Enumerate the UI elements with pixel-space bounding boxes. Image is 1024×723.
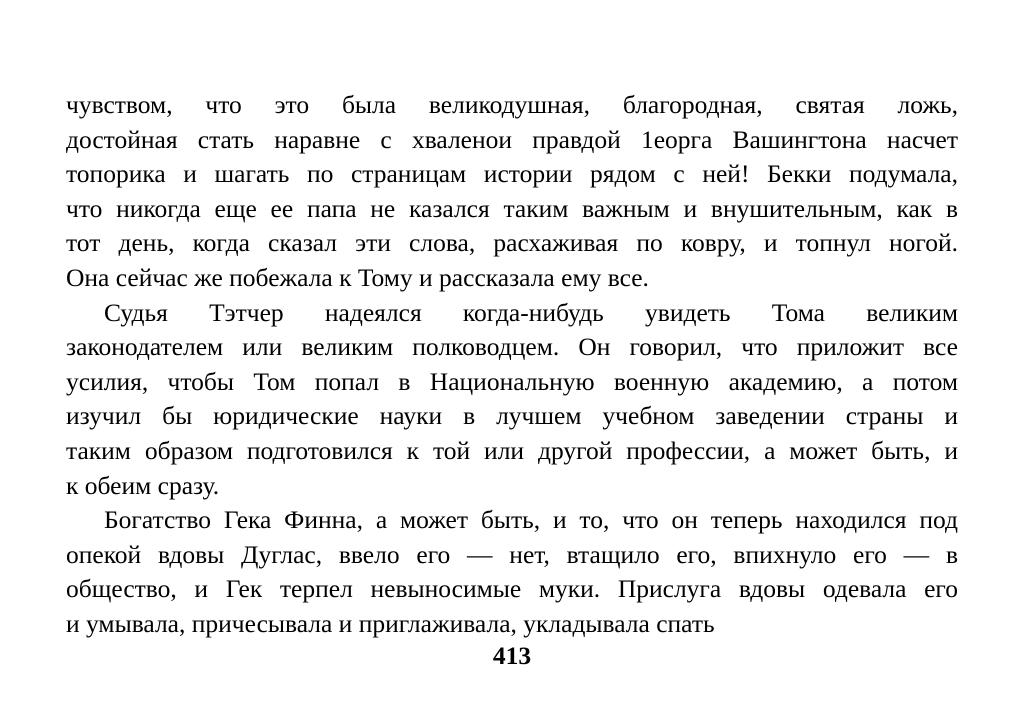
paragraph-2 bbox=[66, 296, 958, 504]
text-line: законодателем или великим полководцем. Он говорил, что приложит все bbox=[66, 332, 958, 362]
text-line: достойная стать наравне с хваленои правдой 1еорга Вашингтона насчет bbox=[66, 124, 958, 154]
text-line: Богатство Гека Финна, а может быть, и то, что он теперь находился под bbox=[104, 505, 958, 535]
text-line: и умывала, причесывала и приглаживала, укладывала спать bbox=[66, 608, 715, 638]
text-line: изучил бы юридические науки в лучшем учебном заведении страны и bbox=[66, 401, 958, 431]
text-line: Судья Тэтчер надеялся когда-нибудь увидеть Тома великим bbox=[104, 297, 958, 327]
text-line: опекой вдовы Дуглас, ввело его — нет, втащило его, впихнуло его — в bbox=[66, 539, 958, 569]
text-line: к обеим сразу. bbox=[66, 470, 220, 500]
text-line: общество, и Гек терпел невыносимые муки. Прислуга вдовы одевала его bbox=[66, 574, 958, 604]
text-line: топорика и шагать по страницам истории рядом с ней! Бекки подумала, bbox=[66, 159, 958, 189]
text-line: Она сейчас же побежала к Тому и рассказала ему все. bbox=[66, 262, 649, 292]
paragraph-1 bbox=[66, 88, 958, 296]
text-line: тот день, когда сказал эти слова, расхаживая по ковру, и топнул ногой. bbox=[66, 228, 958, 258]
page-body bbox=[66, 88, 958, 642]
page-number: 413 bbox=[492, 641, 532, 670]
paragraph-3 bbox=[66, 503, 958, 641]
text-line: усилия, чтобы Том попал в Национальную военную академию, а потом bbox=[66, 366, 958, 396]
text-line: чувством, что это была великодушная, благородная, святая ложь, bbox=[66, 90, 958, 119]
text-line: таким образом подготовился к той или другой профессии, а может быть, и bbox=[66, 435, 958, 465]
text-line: что никогда еще ее папа не казался таким важным и внушительным, как в bbox=[66, 193, 958, 223]
